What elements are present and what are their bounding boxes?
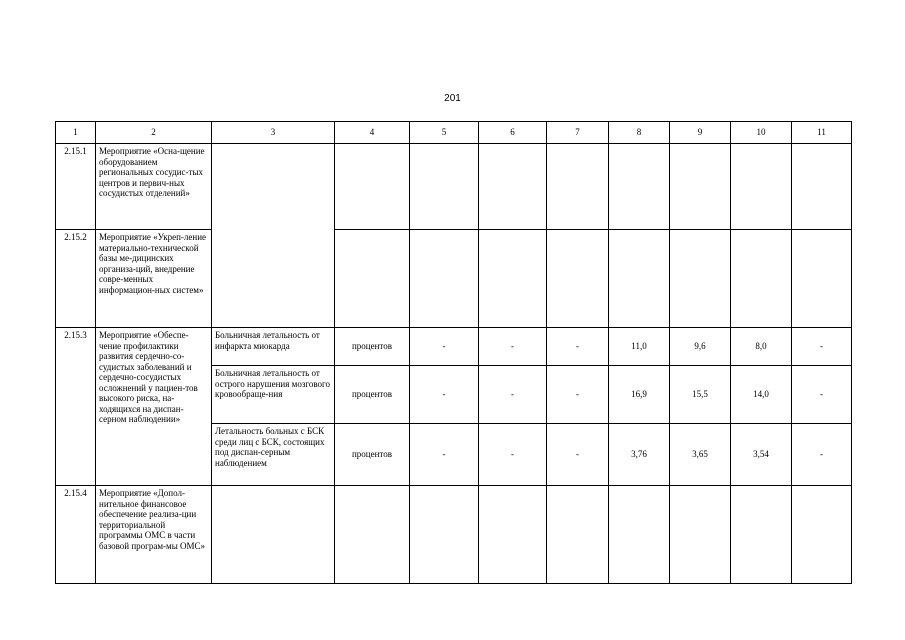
value-cell [731, 144, 792, 230]
value-cell: - [792, 328, 852, 366]
value-cell [410, 230, 479, 328]
indicator-name: Летальность больных с БСК среди лиц с БСК, состоящих под диспан-серным наблюдением [212, 424, 335, 486]
value-cell: 3,65 [670, 424, 731, 486]
header-cell: 8 [609, 122, 670, 144]
header-cell: 2 [96, 122, 212, 144]
value-cell: - [547, 424, 609, 486]
value-cell [410, 144, 479, 230]
row-number: 2.15.2 [56, 230, 96, 328]
value-cell: - [547, 328, 609, 366]
row-number: 2.15.1 [56, 144, 96, 230]
event-name: Мероприятие «Осна-щение оборудованием региональных сосудис-тых центров и первич-ных сосудистых отделений» [96, 144, 212, 230]
header-cell: 11 [792, 122, 852, 144]
value-cell [792, 144, 852, 230]
value-cell: - [792, 366, 852, 424]
event-name: Мероприятие «Обеспе-чение профилактики развития сердечно-со-судистых заболеваний и сердечно-сосудистых осложнений у пациен-тов высокого риска, на-ходящихся на диспан-серном наблюдении» [96, 328, 212, 486]
measures-table [55, 121, 852, 584]
value-cell [547, 144, 609, 230]
table-row [56, 486, 852, 584]
value-cell [479, 486, 547, 584]
value-cell: - [547, 366, 609, 424]
value-cell: 9,6 [670, 328, 731, 366]
value-cell [670, 230, 731, 328]
value-cell [335, 230, 410, 328]
value-cell [335, 144, 410, 230]
value-cell: - [792, 424, 852, 486]
header-cell: 10 [731, 122, 792, 144]
value-cell: - [410, 328, 479, 366]
page-number: 201 [444, 93, 461, 104]
value-cell: - [410, 424, 479, 486]
value-cell [547, 230, 609, 328]
header-cell: 7 [547, 122, 609, 144]
header-cell: 4 [335, 122, 410, 144]
value-cell: - [479, 366, 547, 424]
header-cell: 1 [56, 122, 96, 144]
unit-cell: процентов [335, 366, 410, 424]
value-cell [792, 230, 852, 328]
value-cell [609, 230, 670, 328]
value-cell: 14,0 [731, 366, 792, 424]
header-row [56, 122, 852, 144]
header-cell: 5 [410, 122, 479, 144]
value-cell [731, 230, 792, 328]
value-cell: 11,0 [609, 328, 670, 366]
value-cell [670, 486, 731, 584]
unit-cell: процентов [335, 328, 410, 366]
value-cell: 16,9 [609, 366, 670, 424]
value-cell: 3,76 [609, 424, 670, 486]
value-cell [479, 230, 547, 328]
table-row [56, 328, 852, 366]
value-cell [479, 144, 547, 230]
value-cell: 3,54 [731, 424, 792, 486]
indicator-cell [212, 486, 335, 584]
value-cell [410, 486, 479, 584]
value-cell [335, 486, 410, 584]
value-cell: - [410, 366, 479, 424]
indicator-name: Больничная летальность от инфаркта миокарда [212, 328, 335, 366]
row-number: 2.15.3 [56, 328, 96, 486]
indicator-name: Больничная летальность от острого нарушения мозгового кровообраще-ния [212, 366, 335, 424]
value-cell: 15,5 [670, 366, 731, 424]
value-cell: - [479, 424, 547, 486]
value-cell [731, 486, 792, 584]
row-number: 2.15.4 [56, 486, 96, 584]
header-cell: 3 [212, 122, 335, 144]
indicator-cell [212, 144, 335, 328]
value-cell [670, 144, 731, 230]
unit-cell: процентов [335, 424, 410, 486]
value-cell [792, 486, 852, 584]
header-cell: 9 [670, 122, 731, 144]
event-name: Мероприятие «Укреп-ление материально-технической базы ме-дицинских организа-ций, внедрение совре-менных информацион-ных систем» [96, 230, 212, 328]
header-cell: 6 [479, 122, 547, 144]
event-name: Мероприятие «Допол-нительное финансовое обеспечение реализа-ции территориальной программы ОМС в части базовой програм-мы ОМС» [96, 486, 212, 584]
value-cell: - [479, 328, 547, 366]
table-row [56, 230, 852, 328]
value-cell [547, 486, 609, 584]
table-row [56, 144, 852, 230]
value-cell [609, 486, 670, 584]
value-cell [609, 144, 670, 230]
value-cell: 8,0 [731, 328, 792, 366]
